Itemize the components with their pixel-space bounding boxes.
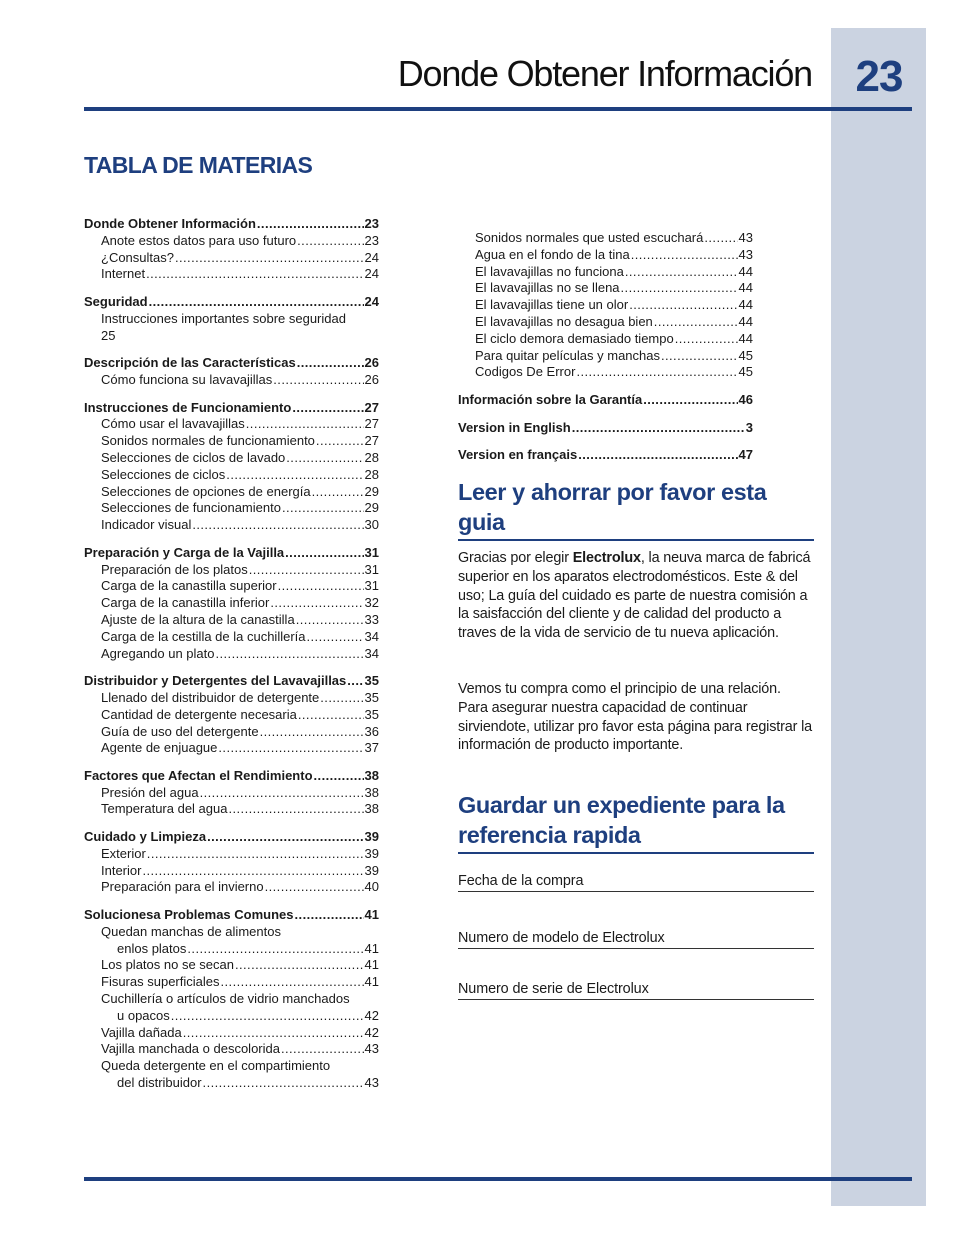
toc-gap xyxy=(84,344,379,355)
toc-leader-dots xyxy=(704,230,737,247)
toc-entry-page: 27 xyxy=(364,433,379,449)
toc-entry-page: 41 xyxy=(364,907,379,923)
toc-entry xyxy=(84,433,379,450)
toc-leader-dots xyxy=(576,364,737,381)
toc-leader-dots xyxy=(147,846,364,863)
toc-leader-dots xyxy=(629,297,737,314)
toc-entry-label: Exterior xyxy=(101,845,146,861)
toc-entry xyxy=(458,297,753,314)
toc-leader-dots xyxy=(228,801,363,818)
toc-entry-page: 45 xyxy=(738,364,753,380)
toc-leader-dots xyxy=(171,1008,364,1025)
toc-entry xyxy=(84,484,379,501)
toc-entry xyxy=(84,517,379,534)
toc-entry xyxy=(84,450,379,467)
toc-entry xyxy=(84,416,379,433)
toc-entry-label: Preparación para el invierno xyxy=(101,879,264,895)
toc-entry-label: Cuidado y Limpieza xyxy=(84,829,207,845)
toc-leader-dots xyxy=(297,355,364,372)
toc-leader-dots xyxy=(218,740,363,757)
toc-gap xyxy=(84,818,379,829)
toc-entry-label: Instrucciones importantes sobre seguridad xyxy=(101,310,346,326)
toc-entry-page: 41 xyxy=(364,974,379,990)
toc-entry-label: Factores que Afectan el Rendimiento xyxy=(84,767,313,783)
toc-entry-page: 26 xyxy=(364,355,379,371)
toc-gap xyxy=(84,757,379,768)
toc-leader-dots xyxy=(631,247,738,264)
toc-entry xyxy=(84,846,379,863)
toc-entry xyxy=(458,314,753,331)
toc-entry-page: 41 xyxy=(364,940,379,956)
toc-entry-page: 35 xyxy=(364,673,379,689)
toc-entry-label: Preparación y Carga de la Vajilla xyxy=(84,544,285,560)
toc-leader-dots xyxy=(187,941,363,958)
toc-section-entry xyxy=(84,545,379,562)
toc-entry xyxy=(84,1075,379,1092)
toc-section-entry xyxy=(84,400,379,417)
toc-leader-dots xyxy=(249,562,364,579)
toc-entry-label: Anote estos datos para uso futuro xyxy=(101,232,297,248)
toc-entry-page: 35 xyxy=(364,706,379,722)
header-rule xyxy=(84,107,912,111)
toc-leader-dots xyxy=(625,264,738,281)
toc-section-entry xyxy=(84,768,379,785)
toc-entry-label: Version en français xyxy=(458,447,578,463)
toc-entry-label: Agente de enjuague xyxy=(101,740,218,756)
toc-entry-page: 37 xyxy=(364,740,379,756)
toc-leader-dots xyxy=(320,690,363,707)
toc-entry-label: Seguridad xyxy=(84,293,148,309)
toc-entry-page: 43 xyxy=(738,246,753,262)
toc-entry xyxy=(84,1058,379,1075)
toc-entry xyxy=(84,690,379,707)
read-save-paragraph-2: Vemos tu compra como el principio de una relación. Para asegurar nuestra capacidad de continuar sirviendote, utilizar pro favor esta página para registrar la información de producto importante. xyxy=(458,681,812,754)
toc-entry-page: 47 xyxy=(738,447,753,463)
toc-entry-label: ¿Consultas? xyxy=(101,249,174,265)
toc-gap xyxy=(84,534,379,545)
toc-entry-label: Llenado del distribuidor de detergente xyxy=(101,689,320,705)
toc-entry xyxy=(84,707,379,724)
toc-leader-dots xyxy=(260,724,364,741)
toc-entry-label: Carga de la cestilla de la cuchillería xyxy=(101,628,306,644)
toc-entry xyxy=(84,500,379,517)
toc-entry-label: Agregando un plato xyxy=(101,645,215,661)
read-save-paragraph-1: Gracias por elegir Electrolux, la neuva marca de fabricá superior en los aparatos electrodomésticos. Este & del uso; La guía del cuidado es parte de nuestra comisión a la saisfacción del cliente y de calidad del producto a traves de la vida de servicio de tu nueva aplicación. xyxy=(458,550,811,642)
toc-entry-page: 34 xyxy=(364,645,379,661)
toc-entry-page: 39 xyxy=(364,845,379,861)
toc-section-entry xyxy=(84,355,379,372)
toc-entry xyxy=(84,646,379,663)
toc-entry-page: 41 xyxy=(364,957,379,973)
toc-entry-page: 38 xyxy=(364,801,379,817)
toc-entry-label: Sonidos normales de funcionamiento xyxy=(101,433,315,449)
serial-number-field: Numero de serie de Electrolux xyxy=(458,981,814,1000)
toc-leader-dots xyxy=(297,233,363,250)
toc-entry xyxy=(84,311,379,345)
toc-entry-label: Sonidos normales que usted escuchará xyxy=(475,230,704,245)
toc-entry-page: 35 xyxy=(364,689,379,705)
toc-section-entry xyxy=(458,447,753,464)
toc-entry-label: u opacos xyxy=(117,1007,170,1023)
toc-leader-dots xyxy=(282,500,364,517)
toc-entry xyxy=(84,924,379,941)
toc-entry-label: Agua en el fondo de la tina xyxy=(475,246,630,262)
toc-entry xyxy=(84,578,379,595)
toc-entry xyxy=(84,941,379,958)
toc-entry-label: del distribuidor xyxy=(117,1075,202,1091)
toc-entry-page: 42 xyxy=(364,1024,379,1040)
toc-entry-page: 30 xyxy=(364,517,379,533)
toc-entry-label: Internet xyxy=(101,266,146,282)
toc-entry xyxy=(84,233,379,250)
toc-leader-dots xyxy=(298,707,364,724)
toc-gap xyxy=(84,662,379,673)
toc-entry-label: Descripción de las Características xyxy=(84,355,296,371)
toc-entry xyxy=(84,991,379,1008)
toc-section-entry xyxy=(84,829,379,846)
toc-entry xyxy=(84,863,379,880)
toc-entry-page: 24 xyxy=(364,293,379,309)
toc-entry-page: 31 xyxy=(364,561,379,577)
toc-entry-label: Información sobre la Garantía xyxy=(458,391,643,407)
toc-entry-page: 46 xyxy=(738,391,753,407)
toc-entry-label: Indicador visual xyxy=(101,517,192,533)
toc-entry-label: Carga de la canastilla superior xyxy=(101,578,277,594)
toc-leader-dots xyxy=(281,1041,364,1058)
toc-entry-page: 44 xyxy=(738,297,753,313)
toc-entry-page: 32 xyxy=(364,595,379,611)
toc-entry-label: Cuchillería o artículos de vidrio manchados xyxy=(101,991,350,1007)
toc-entry-label: Cómo funciona su lavavajillas xyxy=(101,371,273,387)
toc-leader-dots xyxy=(661,348,738,365)
toc-section-entry xyxy=(84,216,379,233)
toc-entry-page: 24 xyxy=(364,266,379,282)
toc-entry xyxy=(84,562,379,579)
toc-gap xyxy=(84,283,379,294)
side-tab xyxy=(831,28,926,1206)
toc-leader-dots xyxy=(200,785,364,802)
toc-entry-label: Selecciones de funcionamiento xyxy=(101,500,281,516)
toc-leader-dots xyxy=(207,829,363,846)
toc-entry-label: Cantidad de detergente necesaria xyxy=(101,706,297,722)
toc-leader-dots xyxy=(578,447,737,464)
toc-entry-page: 43 xyxy=(364,1075,379,1091)
toc-gap xyxy=(84,389,379,400)
toc-leader-dots xyxy=(257,216,364,233)
toc-entry-page: 28 xyxy=(364,449,379,465)
toc-entry xyxy=(84,467,379,484)
toc-entry-page: 26 xyxy=(364,371,379,387)
toc-entry xyxy=(84,724,379,741)
toc-entry xyxy=(458,230,753,247)
toc-gap xyxy=(458,436,753,447)
toc-entry-label: Queda detergente en el compartimiento xyxy=(101,1058,331,1074)
toc-entry-page: 44 xyxy=(738,313,753,329)
toc-entry-label: Para quitar películas y manchas xyxy=(475,347,660,363)
toc-leader-dots xyxy=(246,416,364,433)
toc-leader-dots xyxy=(226,467,363,484)
toc-entry xyxy=(84,595,379,612)
toc-entry-page: 23 xyxy=(364,232,379,248)
toc-entry-page: 39 xyxy=(364,829,379,845)
toc-entry xyxy=(84,629,379,646)
toc-leader-dots xyxy=(183,1025,364,1042)
toc-leader-dots xyxy=(621,280,738,297)
toc-entry xyxy=(84,250,379,267)
toc-entry-label: El lavavajillas no se llena xyxy=(475,280,620,296)
toc-entry-page: 44 xyxy=(738,280,753,296)
toc-gap xyxy=(458,409,753,420)
toc-entry-label: Distribuidor y Detergentes del Lavavajillas xyxy=(84,673,347,689)
toc-left-column xyxy=(84,216,379,1092)
toc-entry-label: Vajilla dañada xyxy=(101,1024,182,1040)
toc-entry-page: 45 xyxy=(738,347,753,363)
toc-leader-dots xyxy=(316,433,364,450)
toc-entry-page: 27 xyxy=(364,416,379,432)
toc-entry xyxy=(458,331,753,348)
toc-leader-dots xyxy=(270,595,363,612)
read-save-heading: Leer y ahorrar por favor esta guia xyxy=(458,477,814,541)
toc-leader-dots xyxy=(203,1075,364,1092)
toc-entry-label: Version in English xyxy=(458,419,571,435)
toc-leader-dots xyxy=(146,266,363,283)
toc-leader-dots xyxy=(307,629,364,646)
toc-leader-dots xyxy=(142,863,363,880)
toc-entry-label: Fisuras superficiales xyxy=(101,974,220,990)
toc-leader-dots xyxy=(292,400,363,417)
record-heading: Guardar un expediente para la referencia rapida xyxy=(458,790,814,854)
toc-entry-label: Instrucciones de Funcionamiento xyxy=(84,399,292,415)
toc-entry xyxy=(84,372,379,389)
toc-entry-label: El lavavajillas tiene un olor xyxy=(475,297,629,313)
brand-name: Electrolux xyxy=(572,550,641,566)
toc-entry-page: 34 xyxy=(364,628,379,644)
toc-entry-page: 44 xyxy=(738,263,753,279)
toc-entry-label: El lavavajillas no desagua bien xyxy=(475,313,653,329)
toc-section-entry xyxy=(84,294,379,311)
toc-entry xyxy=(458,264,753,281)
toc-entry xyxy=(458,364,753,381)
toc-entry xyxy=(84,801,379,818)
toc-entry-page: 43 xyxy=(738,230,753,245)
toc-entry-label: Selecciones de ciclos xyxy=(101,466,226,482)
toc-entry-label: Temperatura del agua xyxy=(101,801,228,817)
toc-leader-dots xyxy=(675,331,738,348)
toc-entry-page: 24 xyxy=(364,249,379,265)
toc-entry-label: Solucionesa Problemas Comunes xyxy=(84,907,294,923)
toc-leader-dots xyxy=(273,372,363,389)
toc-entry-label: Vajilla manchada o descolorida xyxy=(101,1041,280,1057)
toc-entry xyxy=(84,785,379,802)
toc-leader-dots xyxy=(175,250,364,267)
toc-leader-dots xyxy=(314,768,364,785)
toc-leader-dots xyxy=(312,484,364,501)
toc-entry-page: 28 xyxy=(364,466,379,482)
toc-entry-page: 27 xyxy=(364,399,379,415)
page-number: 23 xyxy=(855,52,903,101)
toc-leader-dots xyxy=(295,907,364,924)
toc-section-entry xyxy=(84,907,379,924)
toc-entry-page: 40 xyxy=(364,879,379,895)
toc-entry-page: 38 xyxy=(364,784,379,800)
toc-entry xyxy=(458,348,753,365)
toc-entry-page: 39 xyxy=(364,862,379,878)
toc-leader-dots xyxy=(643,392,737,409)
toc-entry xyxy=(84,266,379,283)
toc-gap xyxy=(84,896,379,907)
toc-entry-page: 31 xyxy=(364,544,379,560)
toc-leader-dots xyxy=(221,974,364,991)
toc-entry-label: Codigos De Error xyxy=(475,364,576,380)
toc-entry-page: 3 xyxy=(745,419,753,435)
toc-entry-page: 31 xyxy=(364,578,379,594)
toc-leader-dots xyxy=(235,957,364,974)
toc-entry-page: 44 xyxy=(738,330,753,346)
toc-entry xyxy=(84,957,379,974)
toc-entry-label: Interior xyxy=(101,862,142,878)
toc-section-entry xyxy=(458,420,753,437)
purchase-date-field: Fecha de la compra xyxy=(458,873,814,892)
toc-heading: TABLA DE MATERIAS xyxy=(84,152,313,178)
toc-leader-dots xyxy=(192,517,363,534)
toc-entry-label: Guía de uso del detergente xyxy=(101,723,259,739)
toc-entry-label: enlos platos xyxy=(117,940,187,956)
toc-entry-label: Donde Obtener Información xyxy=(84,216,256,231)
toc-leader-dots xyxy=(278,578,364,595)
page-title: Donde Obtener Información xyxy=(397,53,812,94)
toc-entry-page: 43 xyxy=(364,1041,379,1057)
toc-entry-label: Presión del agua xyxy=(101,784,199,800)
toc-entry-label: Quedan manchas de alimentos xyxy=(101,923,281,939)
toc-entry xyxy=(84,879,379,896)
toc-entry-page: 29 xyxy=(364,500,379,516)
toc-leader-dots xyxy=(285,545,363,562)
toc-entry-page: 42 xyxy=(364,1007,379,1023)
toc-entry-label: Selecciones de ciclos de lavado xyxy=(101,449,286,465)
toc-section-entry xyxy=(458,392,753,409)
toc-entry xyxy=(84,612,379,629)
toc-entry-label: Carga de la canastilla inferior xyxy=(101,595,270,611)
toc-entry xyxy=(458,280,753,297)
toc-leader-dots xyxy=(347,673,363,690)
toc-leader-dots xyxy=(149,294,364,311)
toc-entry-label: El ciclo demora demasiado tiempo xyxy=(475,330,674,346)
toc-entry-page: 33 xyxy=(364,611,379,627)
toc-entry xyxy=(84,740,379,757)
toc-entry xyxy=(458,247,753,264)
model-number-field: Numero de modelo de Electrolux xyxy=(458,930,814,949)
toc-entry-page: 36 xyxy=(364,723,379,739)
toc-entry-label: Los platos no se secan xyxy=(101,957,234,973)
toc-section-entry xyxy=(84,673,379,690)
toc-entry-label: Cómo usar el lavavajillas xyxy=(101,416,245,432)
toc-entry-label: El lavavajillas no funciona xyxy=(475,263,624,279)
toc-entry-page: 29 xyxy=(364,483,379,499)
toc-entry xyxy=(84,1008,379,1025)
toc-entry-label: Preparación de los platos xyxy=(101,561,248,577)
toc-right-column xyxy=(458,230,753,464)
toc-entry xyxy=(84,1025,379,1042)
toc-entry xyxy=(84,974,379,991)
footer-rule xyxy=(84,1177,912,1181)
toc-leader-dots xyxy=(572,420,745,437)
toc-leader-dots xyxy=(296,612,364,629)
toc-leader-dots xyxy=(265,879,364,896)
toc-entry-label: Selecciones de opciones de energía xyxy=(101,483,311,499)
toc-leader-dots xyxy=(215,646,363,663)
toc-entry xyxy=(84,1041,379,1058)
toc-entry-page: 23 xyxy=(364,216,379,231)
toc-entry-label: Ajuste de la altura de la canastilla xyxy=(101,611,295,627)
toc-leader-dots xyxy=(654,314,738,331)
toc-gap xyxy=(458,381,753,392)
toc-leader-dots xyxy=(286,450,363,467)
toc-entry-page: 38 xyxy=(364,767,379,783)
toc-entry-page: 25 xyxy=(101,327,116,343)
